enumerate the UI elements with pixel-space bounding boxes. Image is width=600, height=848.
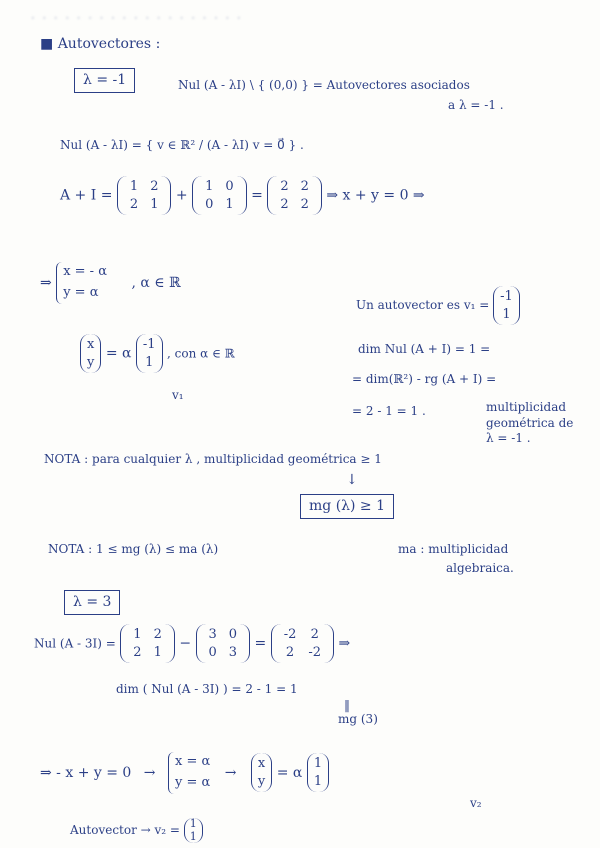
- lambda-box-neg1: λ = -1: [74, 68, 135, 93]
- system-brace: [56, 262, 107, 304]
- ma-definition: ma : multiplicidad algebraica.: [398, 542, 514, 576]
- matrix-a: 1 2 2 1: [117, 176, 172, 215]
- final-autovector: [70, 818, 203, 843]
- nota-2: NOTA : 1 ≤ mg (λ) ≤ ma (λ): [48, 542, 219, 556]
- bleed-through: · · · · · · · · · · · · · · · · · · ·: [30, 8, 242, 29]
- v2-label: v₂: [470, 796, 482, 810]
- lambda-box-3: λ = 3: [64, 590, 120, 615]
- dim-line-3: = 2 - 1 = 1 .: [352, 404, 426, 418]
- mg-box: mg (λ) ≥ 1: [300, 494, 394, 519]
- autovector-text: Un autovector es v₁ =: [356, 298, 490, 313]
- mg-3: mg (3): [338, 712, 378, 726]
- nota-1: NOTA : para cualquier λ , multiplicidad geométrica ≥ 1: [44, 452, 382, 466]
- dim-3-line: dim ( Nul (A - 3I) ) = 2 - 1 = 1: [116, 682, 298, 696]
- sum-prefix: A + I =: [60, 187, 113, 204]
- vector-xy: x y: [80, 334, 101, 373]
- matrix-sum-line: [60, 176, 425, 215]
- matrix-sum: 2 2 2 2: [267, 176, 322, 215]
- matrix-3i: 3 0 0 3: [196, 624, 251, 663]
- final-text: Autovector → v₂ =: [70, 823, 180, 838]
- nul-intro: Nul (A - λI) \ { (0,0) } = Autovectores asociados: [178, 78, 470, 92]
- vector-alpha-3: 1 1: [307, 753, 329, 792]
- arrow-2: →: [224, 764, 237, 781]
- bullet-icon: ■: [40, 36, 54, 52]
- vector-alpha: -1 1: [136, 334, 163, 373]
- eq-alpha-3: = α: [276, 764, 303, 781]
- arrow-down: ↓: [346, 472, 358, 488]
- param-vector-neg1: [80, 334, 235, 373]
- equals-sign-2: =: [254, 635, 267, 652]
- con-alpha: , con α ∈ ℝ: [167, 346, 235, 361]
- matrix-diff: -2 2 2 -2: [271, 624, 334, 663]
- system-brace-3: x = α y = α: [168, 752, 210, 794]
- nul-3-line: [34, 624, 350, 663]
- matrix-a-2: 1 2 2 1: [120, 624, 175, 663]
- section-header: [40, 36, 160, 53]
- sum-result: ⇒ x + y = 0 ⇒: [326, 187, 425, 204]
- vector-v2: 1 1: [184, 818, 203, 843]
- vector-v1: -1 1: [493, 286, 520, 325]
- header-label: Autovectores :: [57, 36, 161, 52]
- implies: ⇒: [40, 274, 52, 291]
- plus-sign: +: [175, 187, 188, 204]
- system-neg1: [40, 262, 181, 304]
- equals-sign: =: [251, 187, 263, 204]
- dim-line-1: dim Nul (A + I) = 1 =: [358, 342, 491, 356]
- sys-eq-y: y = α: [63, 284, 99, 300]
- v1-label: v₁: [172, 388, 184, 402]
- nul-definition: Nul (A - λI) = { v ∈ ℝ² / (A - λI) v = 0⃗ } .: [60, 138, 304, 152]
- autovector-v1: [356, 286, 520, 325]
- system-3-line: [40, 752, 329, 794]
- minus-sign: −: [179, 635, 192, 652]
- eq-alpha: = α: [105, 345, 132, 362]
- eq-mark: ‖: [344, 698, 350, 712]
- dim-line-2: = dim(ℝ²) - rg (A + I) =: [352, 372, 497, 386]
- arrow-1: →: [143, 764, 156, 781]
- mult-geom-note: multiplicidad geométrica de λ = -1 .: [486, 400, 574, 446]
- nul-3-prefix: Nul (A - 3I) =: [34, 636, 116, 651]
- vector-xy-3: x y: [251, 753, 272, 792]
- nul-intro-2: a λ = -1 .: [448, 98, 504, 112]
- implies-2: ⇒: [338, 635, 351, 652]
- alpha-domain: , α ∈ ℝ: [131, 274, 181, 291]
- matrix-identity: 1 0 0 1: [192, 176, 247, 215]
- sys-eq-x: x = - α: [63, 264, 107, 279]
- eq-prefix-3: ⇒ - x + y = 0: [40, 764, 132, 781]
